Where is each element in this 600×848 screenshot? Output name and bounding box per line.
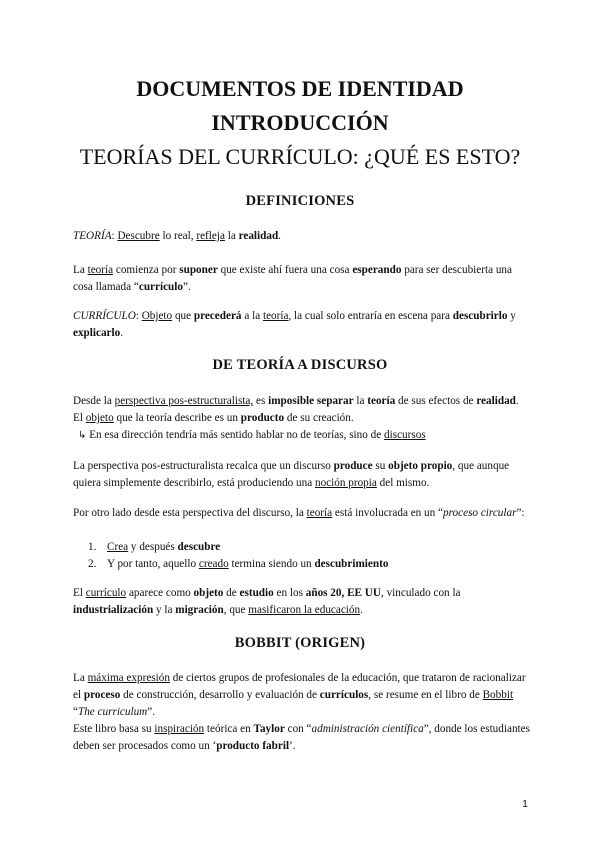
text: La perspectiva pos-estructuralista recalca que un discurso: [73, 460, 334, 472]
bold-word: producto: [240, 412, 285, 424]
document-title-line2: INTRODUCCIÓN: [211, 110, 389, 135]
bold-word: migración: [175, 604, 224, 616]
document-subtitle: TEORÍAS DEL CURRÍCULO: ¿QUÉ ES ESTO?: [79, 144, 521, 169]
text: con “: [284, 723, 312, 735]
bold-word: realidad: [238, 230, 279, 242]
text: aparece como: [126, 587, 194, 599]
text: Desde la: [73, 395, 115, 407]
underlined-word: refleja: [196, 230, 225, 242]
underlined-word: Crea: [107, 541, 129, 553]
underlined-word: Descubre: [117, 230, 160, 242]
text: de sus efectos de: [395, 395, 477, 407]
text: que la teoría describe es un: [113, 412, 241, 424]
book-title: The curriculum: [77, 706, 148, 718]
bold-word: objeto: [193, 587, 224, 599]
bold-word: imposible separar: [268, 395, 354, 407]
text: de construcción, desarrollo y evaluación de: [120, 689, 320, 701]
bold-word: industrialización: [73, 604, 154, 616]
text: , que aunque quiera simplemente describirlo, está produciendo una: [73, 460, 510, 489]
bold-word: años 20, EE UU: [305, 587, 381, 599]
bold-word: realidad: [476, 395, 516, 407]
underlined-word: objeto: [85, 412, 114, 424]
list-number: 2.: [88, 558, 97, 570]
text: a la: [241, 310, 263, 322]
bold-word: teoría: [367, 395, 396, 407]
text: El: [73, 587, 86, 599]
text: ”.: [182, 281, 191, 293]
underlined-word: currículo: [85, 587, 127, 599]
text: .: [120, 327, 124, 339]
bold-word: descubre: [177, 541, 221, 553]
bold-word: Taylor: [253, 723, 285, 735]
text: .: [360, 604, 363, 616]
text: de: [223, 587, 240, 599]
bold-word: descubrirlo: [452, 310, 508, 322]
text: , la cual solo entraría en escena para: [288, 310, 453, 322]
bold-word: precederá: [193, 310, 242, 322]
text: que: [172, 310, 194, 322]
text: ”, donde los estudiantes deben ser procesados como un ‘: [73, 723, 530, 752]
text: del mismo.: [376, 477, 430, 489]
text: lo real,: [159, 230, 197, 242]
underlined-word: noción propia: [315, 477, 377, 489]
text: ”:: [516, 507, 525, 519]
underlined-word: Bobbit: [482, 689, 514, 701]
text: y: [507, 310, 516, 322]
text: en los: [273, 587, 306, 599]
numbered-list: [88, 539, 528, 573]
section-heading-bobbit: BOBBIT (ORIGEN): [234, 635, 366, 651]
underlined-word: masificaron la educación: [248, 604, 361, 616]
underlined-word: Objeto: [141, 310, 173, 322]
paragraph-teoria-definition: [73, 228, 531, 245]
underlined-word: discursos: [384, 429, 426, 441]
bold-word: objeto propio: [388, 460, 453, 472]
text: .: [278, 230, 281, 242]
paragraph-posestructuralista: [73, 393, 531, 427]
bold-word: currículos: [319, 689, 369, 701]
underlined-word: teoría: [306, 507, 333, 519]
paragraph-discurso-produce: [73, 458, 531, 492]
text: y la: [153, 604, 176, 616]
text: teórica en: [204, 723, 254, 735]
text: En esa dirección tendría más sentido hablar no de teorías, sino de: [86, 429, 385, 441]
text: Este libro basa su: [73, 723, 155, 735]
list-number: 1.: [88, 541, 97, 553]
document-title: DOCUMENTOS DE IDENTIDAD: [136, 76, 464, 101]
text: la: [224, 230, 239, 242]
italic-phrase: proceso circular: [443, 507, 517, 519]
text: , se resume en el libro de: [368, 689, 483, 701]
text: ’.: [289, 740, 296, 752]
bold-word: suponer: [179, 264, 218, 276]
text: ”.: [147, 706, 156, 718]
paragraph-curriculo-definition: [73, 308, 531, 342]
text: Por otro lado desde esta perspectiva del discurso, la: [73, 507, 307, 519]
bold-word: descubrimiento: [314, 558, 389, 570]
bold-word: produce: [333, 460, 373, 472]
text: la: [353, 395, 368, 407]
term-teoria: TEORÍA: [73, 230, 112, 242]
text: termina siendo un: [228, 558, 315, 570]
text: de su creación.: [284, 412, 354, 424]
italic-phrase: administración científica: [311, 723, 424, 735]
section-heading-discurso: DE TEORÍA A DISCURSO: [212, 357, 388, 373]
list-item: [88, 556, 528, 573]
text: “: [73, 706, 78, 718]
underlined-word: inspiración: [154, 723, 205, 735]
bold-word: estudio: [239, 587, 274, 599]
list-item: [88, 539, 528, 556]
text: :: [111, 230, 118, 242]
text: para ser descubierta una cosa llamada “: [73, 264, 512, 293]
arrow-note-discursos: [78, 427, 528, 444]
text: Y por tanto, aquello: [107, 558, 199, 570]
text: La: [73, 264, 88, 276]
text: La: [73, 672, 88, 684]
bold-word: currículo: [138, 281, 183, 293]
section-heading-definiciones: DEFINICIONES: [245, 193, 355, 209]
paragraph-curriculo-origen: [73, 585, 531, 619]
bold-word: proceso: [83, 689, 121, 701]
text: comienza por: [113, 264, 180, 276]
paragraph-proceso-circular: [73, 505, 531, 522]
bold-word: explicarlo: [73, 327, 121, 339]
text: que existe ahí fuera una cosa: [217, 264, 353, 276]
term-curriculo: CURRÍCULO: [73, 310, 136, 322]
bold-word: producto fabril: [216, 740, 290, 752]
underlined-word: perspectiva pos-estructuralista,: [114, 395, 254, 407]
paragraph-teoria-supuesto: [73, 262, 531, 296]
bold-word: esperando: [352, 264, 402, 276]
text: de ciertos grupos de profesionales de la educación, que trataron de racionalizar el: [73, 672, 526, 701]
underlined-word: máxima expresión: [87, 672, 170, 684]
text: su: [372, 460, 389, 472]
text: es: [253, 395, 269, 407]
arrow-icon: ↳: [78, 430, 87, 441]
text: y después: [128, 541, 178, 553]
text: . El: [73, 395, 519, 424]
text: , vinculado con la: [380, 587, 461, 599]
text: :: [135, 310, 142, 322]
underlined-word: creado: [198, 558, 229, 570]
underlined-word: teoría: [87, 264, 114, 276]
text: , que: [223, 604, 249, 616]
page-number: 1: [522, 798, 528, 810]
text: está involucrada en un “: [332, 507, 444, 519]
underlined-word: teoría: [262, 310, 289, 322]
paragraph-bobbit-maxima: [73, 670, 531, 755]
